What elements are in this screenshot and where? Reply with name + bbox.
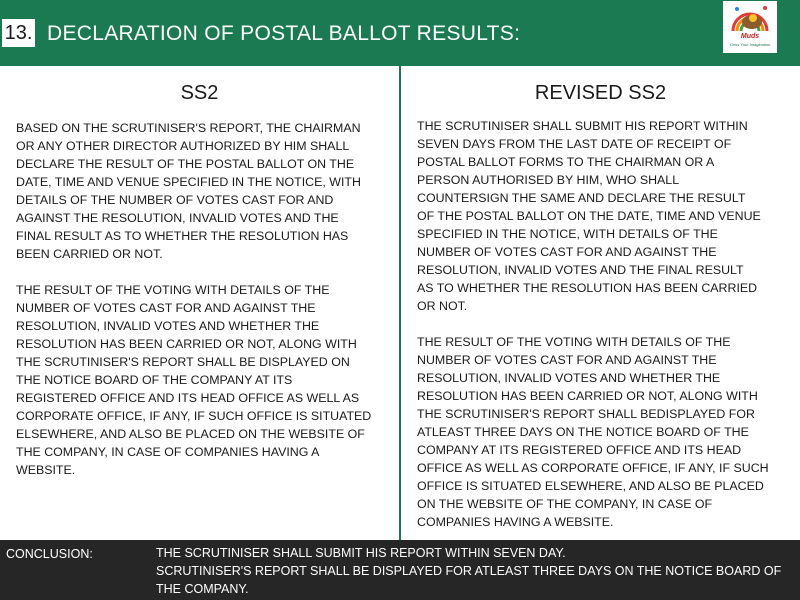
text-line: SPECIFIED IN THE NOTICE, WITH DETAILS OF THE [417,227,718,241]
text-line: OFFICE IS SITUATED ELSEWHERE, AND ALSO BE PLACED [417,479,764,493]
conclusion-point: THE SCRUTINISER SHALL SUBMIT HIS REPORT WITHIN SEVEN DAY. [156,546,566,560]
right-paragraph [417,333,769,531]
text-line: OR NOT. [417,299,468,313]
text-line: RESOLUTION, INVALID VOTES AND WHETHER THE [16,319,320,333]
logo-name: Muds [740,33,760,40]
column-divider [399,66,401,540]
conclusion-point: SCRUTINISER'S REPORT SHALL BE DISPLAYED FOR ATLEAST THREE DAYS ON THE NOTICE BOARD OF [156,564,782,578]
text-line: AGAINST THE RESOLUTION, INVALID VOTES AND THE [16,211,339,225]
text-line: THE COMPANY, IN CASE OF COMPANIES HAVING A [16,445,320,459]
text-line: PERSON AUTHORISED BY HIM, WHO SHALL [417,173,680,187]
text-line: OFFICE AS WELL AS CORPORATE OFFICE, IF ANY, IF SUCH [417,461,769,475]
text-line: ELSEWHERE, AND ALSO BE PLACED ON THE WEBSITE OF [16,427,365,441]
text-line: AS TO WHETHER THE RESOLUTION HAS BEEN CARRIED [417,281,758,295]
text-line: WEBSITE. [16,463,76,477]
text-line: THE SCRUTINISER SHALL SUBMIT HIS REPORT WITHIN [417,119,748,133]
right-column-body [417,117,769,549]
text-line: OF THE POSTAL BALLOT ON THE DATE, TIME AND VENUE [417,209,761,223]
left-column-heading: SS2 [180,82,219,104]
text-line: NUMBER OF VOTES CAST FOR AND AGAINST THE [417,353,717,367]
slide-title: DECLARATION OF POSTAL BALLOT RESULTS: [47,22,521,45]
text-line: RESOLUTION, INVALID VOTES AND THE FINAL RESULT [417,263,744,277]
text-line: THE RESULT OF THE VOTING WITH DETAILS OF THE [16,283,330,297]
text-line: DECLARE THE RESULT OF THE POSTAL BALLOT ON THE [16,157,355,171]
text-line: OR ANY OTHER DIRECTOR AUTHORIZED BY HIM SHALL [16,139,350,153]
text-line: FINAL RESULT AS TO WHETHER THE RESOLUTION HAS [16,229,349,243]
text-line: COUNTERSIGN THE SAME AND DECLARE THE RESULT [417,191,746,205]
conclusion-bar [0,540,800,600]
right-column-heading: REVISED SS2 [534,82,667,104]
text-line: COMPANIES HAVING A WEBSITE. [417,515,614,529]
text-line: RESOLUTION HAS BEEN CARRIED OR NOT, ALONG WITH [417,389,758,403]
logo-tagline: Grow Your Imagination [729,42,771,47]
text-line: DATE, TIME AND VENUE SPECIFIED IN THE NOTICE, WITH [16,175,361,189]
conclusion-point-continuation: THE COMPANY. [156,582,249,596]
logo [723,1,777,53]
left-column-body [16,119,371,497]
text-line: RESOLUTION, INVALID VOTES AND WHETHER THE [417,371,721,385]
text-line: ON THE WEBSITE OF THE COMPANY, IN CASE OF [417,497,713,511]
logo-emblem-icon [723,1,777,35]
left-paragraph [16,119,371,263]
slide-number: 13. [2,19,35,47]
right-paragraph [417,117,769,315]
text-line: SEVEN DAYS FROM THE LAST DATE OF RECEIPT OF [417,137,732,151]
text-line: BEEN CARRIED OR NOT. [16,247,163,261]
text-line: NUMBER OF VOTES CAST FOR AND AGAINST THE [417,245,717,259]
text-line: THE NOTICE BOARD OF THE COMPANY AT ITS [16,373,293,387]
text-line: POSTAL BALLOT FORMS TO THE CHAIRMAN OR A [417,155,715,169]
text-line: BASED ON THE SCRUTINISER'S REPORT, THE CHAIRMAN [16,121,361,135]
text-line: THE RESULT OF THE VOTING WITH DETAILS OF THE [417,335,731,349]
text-line: THE SCRUTINISER'S REPORT SHALL BEDISPLAYED FOR [417,407,755,421]
text-line: COMPANY AT ITS REGISTERED OFFICE AND ITS HEAD [417,443,742,457]
conclusion-label: CONCLUSION: [6,547,93,561]
text-line: ATLEAST THREE DAYS ON THE NOTICE BOARD OF THE [417,425,749,439]
text-line: THE SCRUTINISER'S REPORT SHALL BE DISPLAYED ON [16,355,350,369]
text-line: RESOLUTION HAS BEEN CARRIED OR NOT, ALONG WITH [16,337,357,351]
text-line: REGISTERED OFFICE AND ITS HEAD OFFICE AS WELL AS [16,391,360,405]
left-paragraph [16,281,371,479]
text-line: DETAILS OF THE NUMBER OF VOTES CAST FOR AND [16,193,334,207]
text-line: CORPORATE OFFICE, IF ANY, IF SUCH OFFICE IS SITUATED [16,409,372,423]
slide-header [0,0,800,66]
text-line: NUMBER OF VOTES CAST FOR AND AGAINST THE [16,301,316,315]
